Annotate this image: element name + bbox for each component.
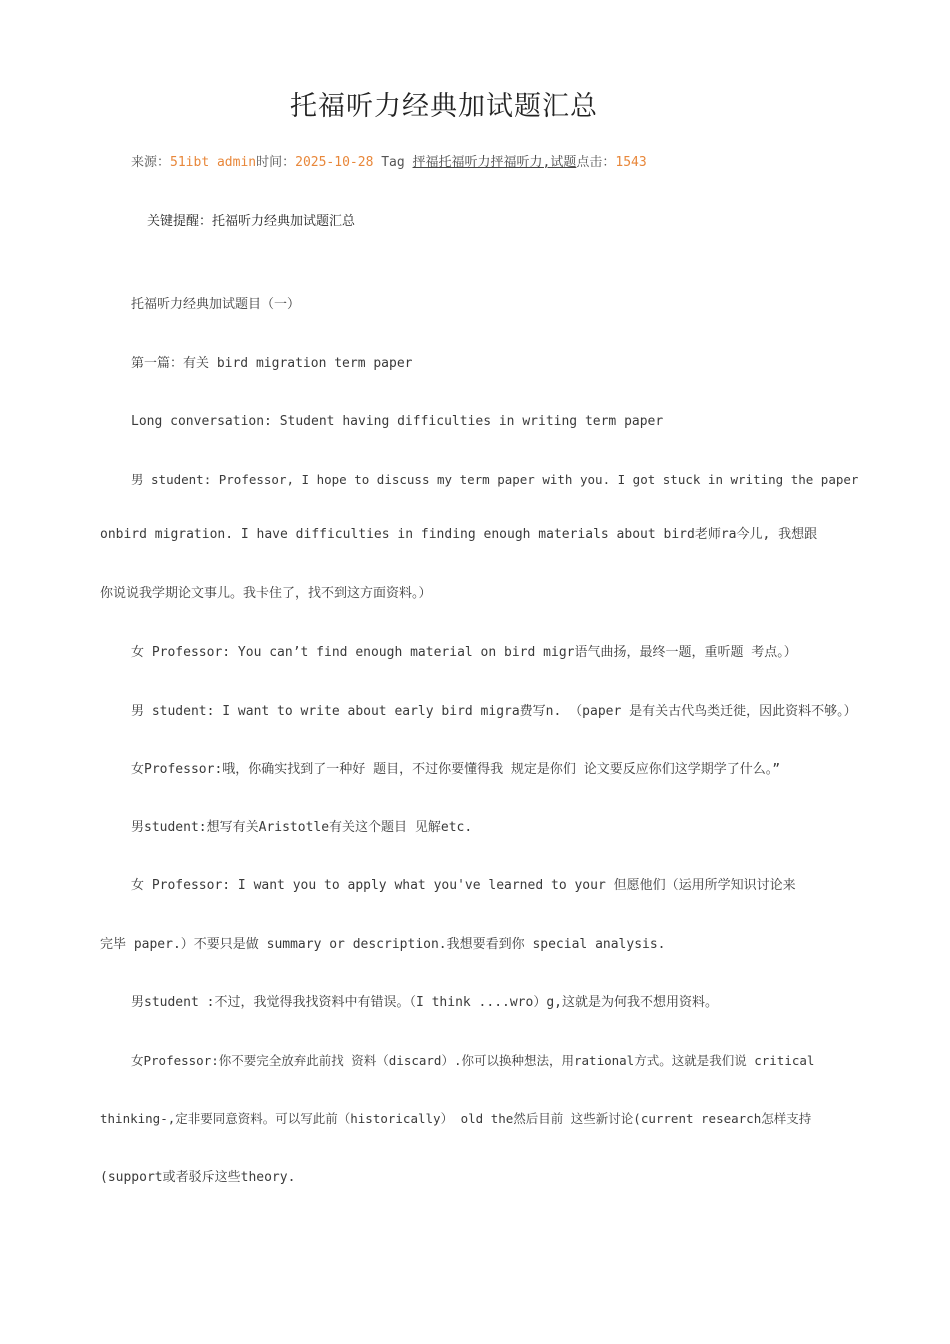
keyword-line: 关键提醒：托福听力经典加试题汇总 xyxy=(147,214,356,229)
time-label: 时间： xyxy=(256,155,296,170)
paragraph-10: 男student:想写有关Aristotle有关这个题目 见解etc. xyxy=(131,820,473,835)
time-value: 2025-10-28 xyxy=(295,155,374,170)
paragraph-14: 女Professor:你不要完全放弃此前找 资料（discard）.你可以换种想法，用rational方式。这就是我们说 critical xyxy=(131,1053,815,1068)
paragraph-13: 男student :不过，我觉得我找资料中有错误。（I think ....wro）g,这就是为何我不想用资料。 xyxy=(131,995,718,1010)
paragraph-5: onbird migration. I have difficulties in finding enough materials about bird老师ra今儿, 我想跟 xyxy=(100,527,818,542)
paragraph-8: 男 student: I want to write about early bird migra费写n. （paper 是有关古代鸟类迁徙，因此资料不够。） xyxy=(131,704,857,719)
paragraph-2: 第一篇：有关 bird migration term paper xyxy=(131,356,413,371)
article-title: 托福听力经典加试题汇总 xyxy=(290,91,598,122)
paragraph-4: 男 student: Professor, I hope to discuss my term paper with you. I got stuck in writing the paper xyxy=(131,472,859,487)
paragraph-1: 托福听力经典加试题目（一） xyxy=(131,297,301,312)
tag-label: Tag xyxy=(373,155,413,170)
paragraph-16: (support或者驳斥这些theory. xyxy=(100,1170,296,1185)
clicks-value: 1543 xyxy=(615,155,647,170)
paragraph-3: Long conversation: Student having difficulties in writing term paper xyxy=(131,414,664,429)
article-meta xyxy=(131,153,647,173)
tag-links[interactable]: 抨福托福听力抨福听力,试题 xyxy=(412,155,577,170)
paragraph-9: 女Professor:哦，你确实找到了一种好 题目，不过你要懂得我 规定是你们 论文要反应你们这学期学了什么。” xyxy=(131,762,781,777)
paragraph-7: 女 Professor: You can’t find enough material on bird migr语气曲扬，最终一题，重听题 考点。） xyxy=(131,645,797,660)
paragraph-15: thinking-,定非要同意资料。可以写此前（historically） old the然后目前 这些新讨论(current research怎样支持 xyxy=(100,1111,812,1126)
paragraph-11: 女 Professor: I want you to apply what you've learned to your 但愿他们（运用所学知识讨论来 xyxy=(131,878,796,893)
source-label: 来源： xyxy=(131,155,171,170)
clicks-label: 点击： xyxy=(576,155,616,170)
paragraph-12: 完毕 paper.）不要只是做 summary or description.我想要看到你 special analysis. xyxy=(100,937,666,952)
paragraph-6: 你说说我学期论文事儿。我卡住了，找不到这方面资料。） xyxy=(100,586,432,601)
source-value[interactable]: 51ibt admin xyxy=(170,155,257,170)
